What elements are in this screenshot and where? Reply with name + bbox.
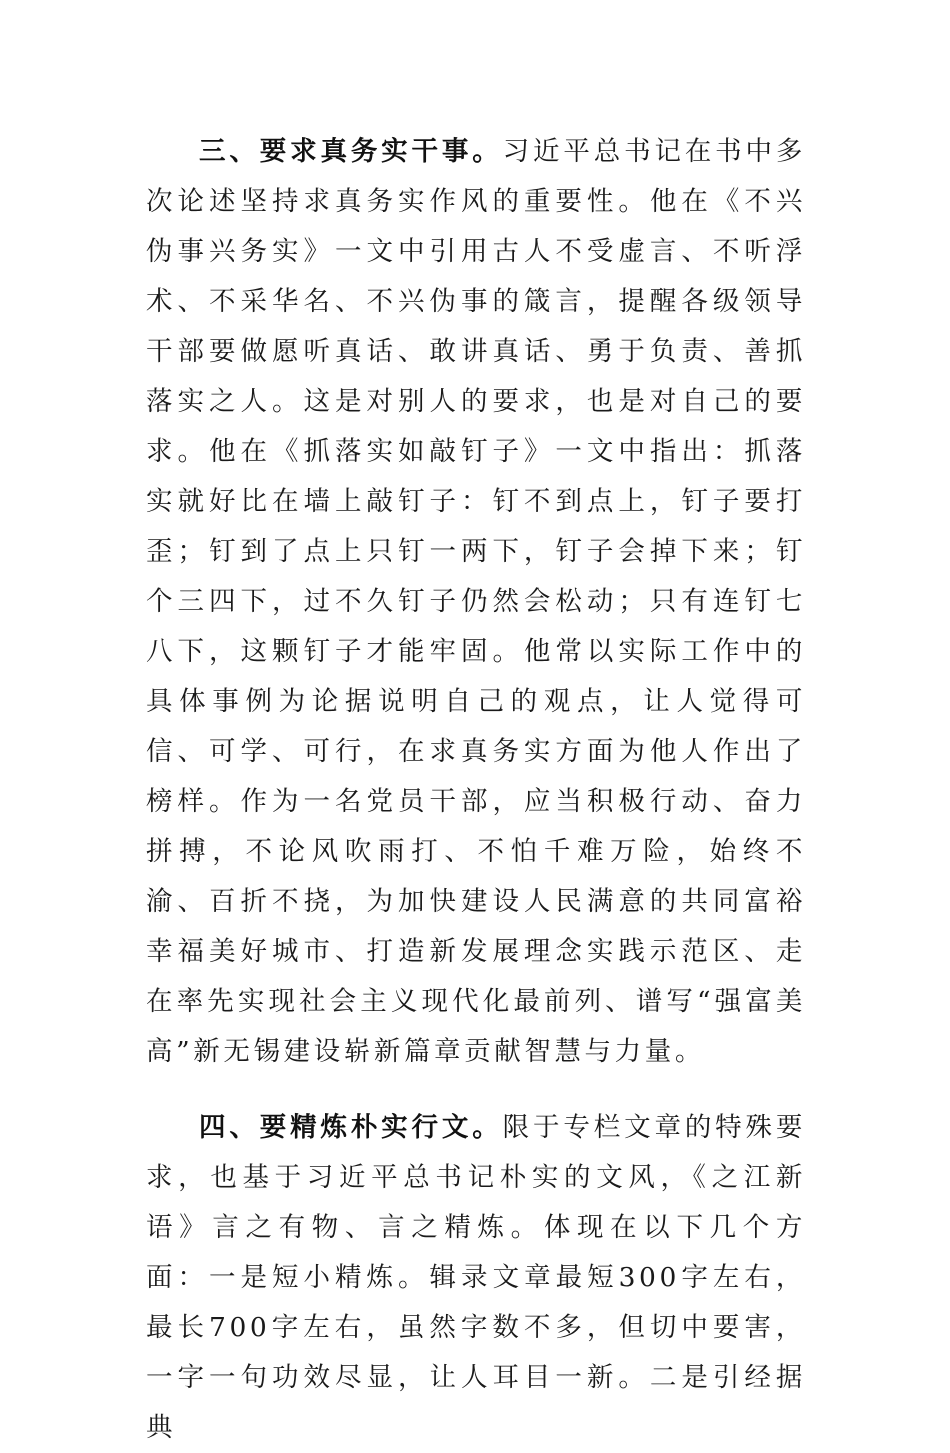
document-page bbox=[146, 127, 806, 1453]
paragraph-3 bbox=[146, 127, 806, 1077]
paragraph-4 bbox=[146, 1103, 806, 1453]
paragraph-4-heading: 四、要精炼朴实行文。 bbox=[199, 1112, 503, 1143]
paragraph-3-heading: 三、要求真务实干事。 bbox=[199, 136, 503, 167]
paragraph-3-body: 习近平总书记在书中多次论述坚持求真务实作风的重要性。他在《不兴伪事兴务实》一文中引用古人不受虚言、不听浮术、不采华名、不兴伪事的箴言，提醒各级领导干部要做愿听真话、敢讲真话、勇于负责、善抓落实之人。这是对别人的要求，也是对自己的要求。他在《抓落实如敲钉子》一文中指出：抓落实就好比在墙上敲钉子：钉不到点上，钉子要打歪；钉到了点上只钉一两下，钉子会掉下来；钉个三四下，过不久钉子仍然会松动；只有连钉七八下，这颗钉子才能牢固。他常以实际工作中的具体事例为论据说明自己的观点，让人觉得可信、可学、可行，在求真务实方面为他人作出了榜样。作为一名党员干部，应当积极行动、奋力拼搏，不论风吹雨打、不怕千难万险，始终不渝、百折不挠，为加快建设人民满意的共同富裕幸福美好城市、打造新发展理念实践示范区、走在率先实现社会主义现代化最前列、谱写“强富美高”新无锡建设崭新篇章贡献智慧与力量。 bbox=[146, 136, 807, 1067]
paragraph-4-body: 限于专栏文章的特殊要求，也基于习近平总书记朴实的文风，《之江新语》言之有物、言之精炼。体现在以下几个方面：一是短小精炼。辑录文章最短300字左右，最长700字左右，虽然字数不多，但切中要害，一字一句功效尽显，让人耳目一新。二是引经据典 bbox=[146, 1112, 807, 1443]
